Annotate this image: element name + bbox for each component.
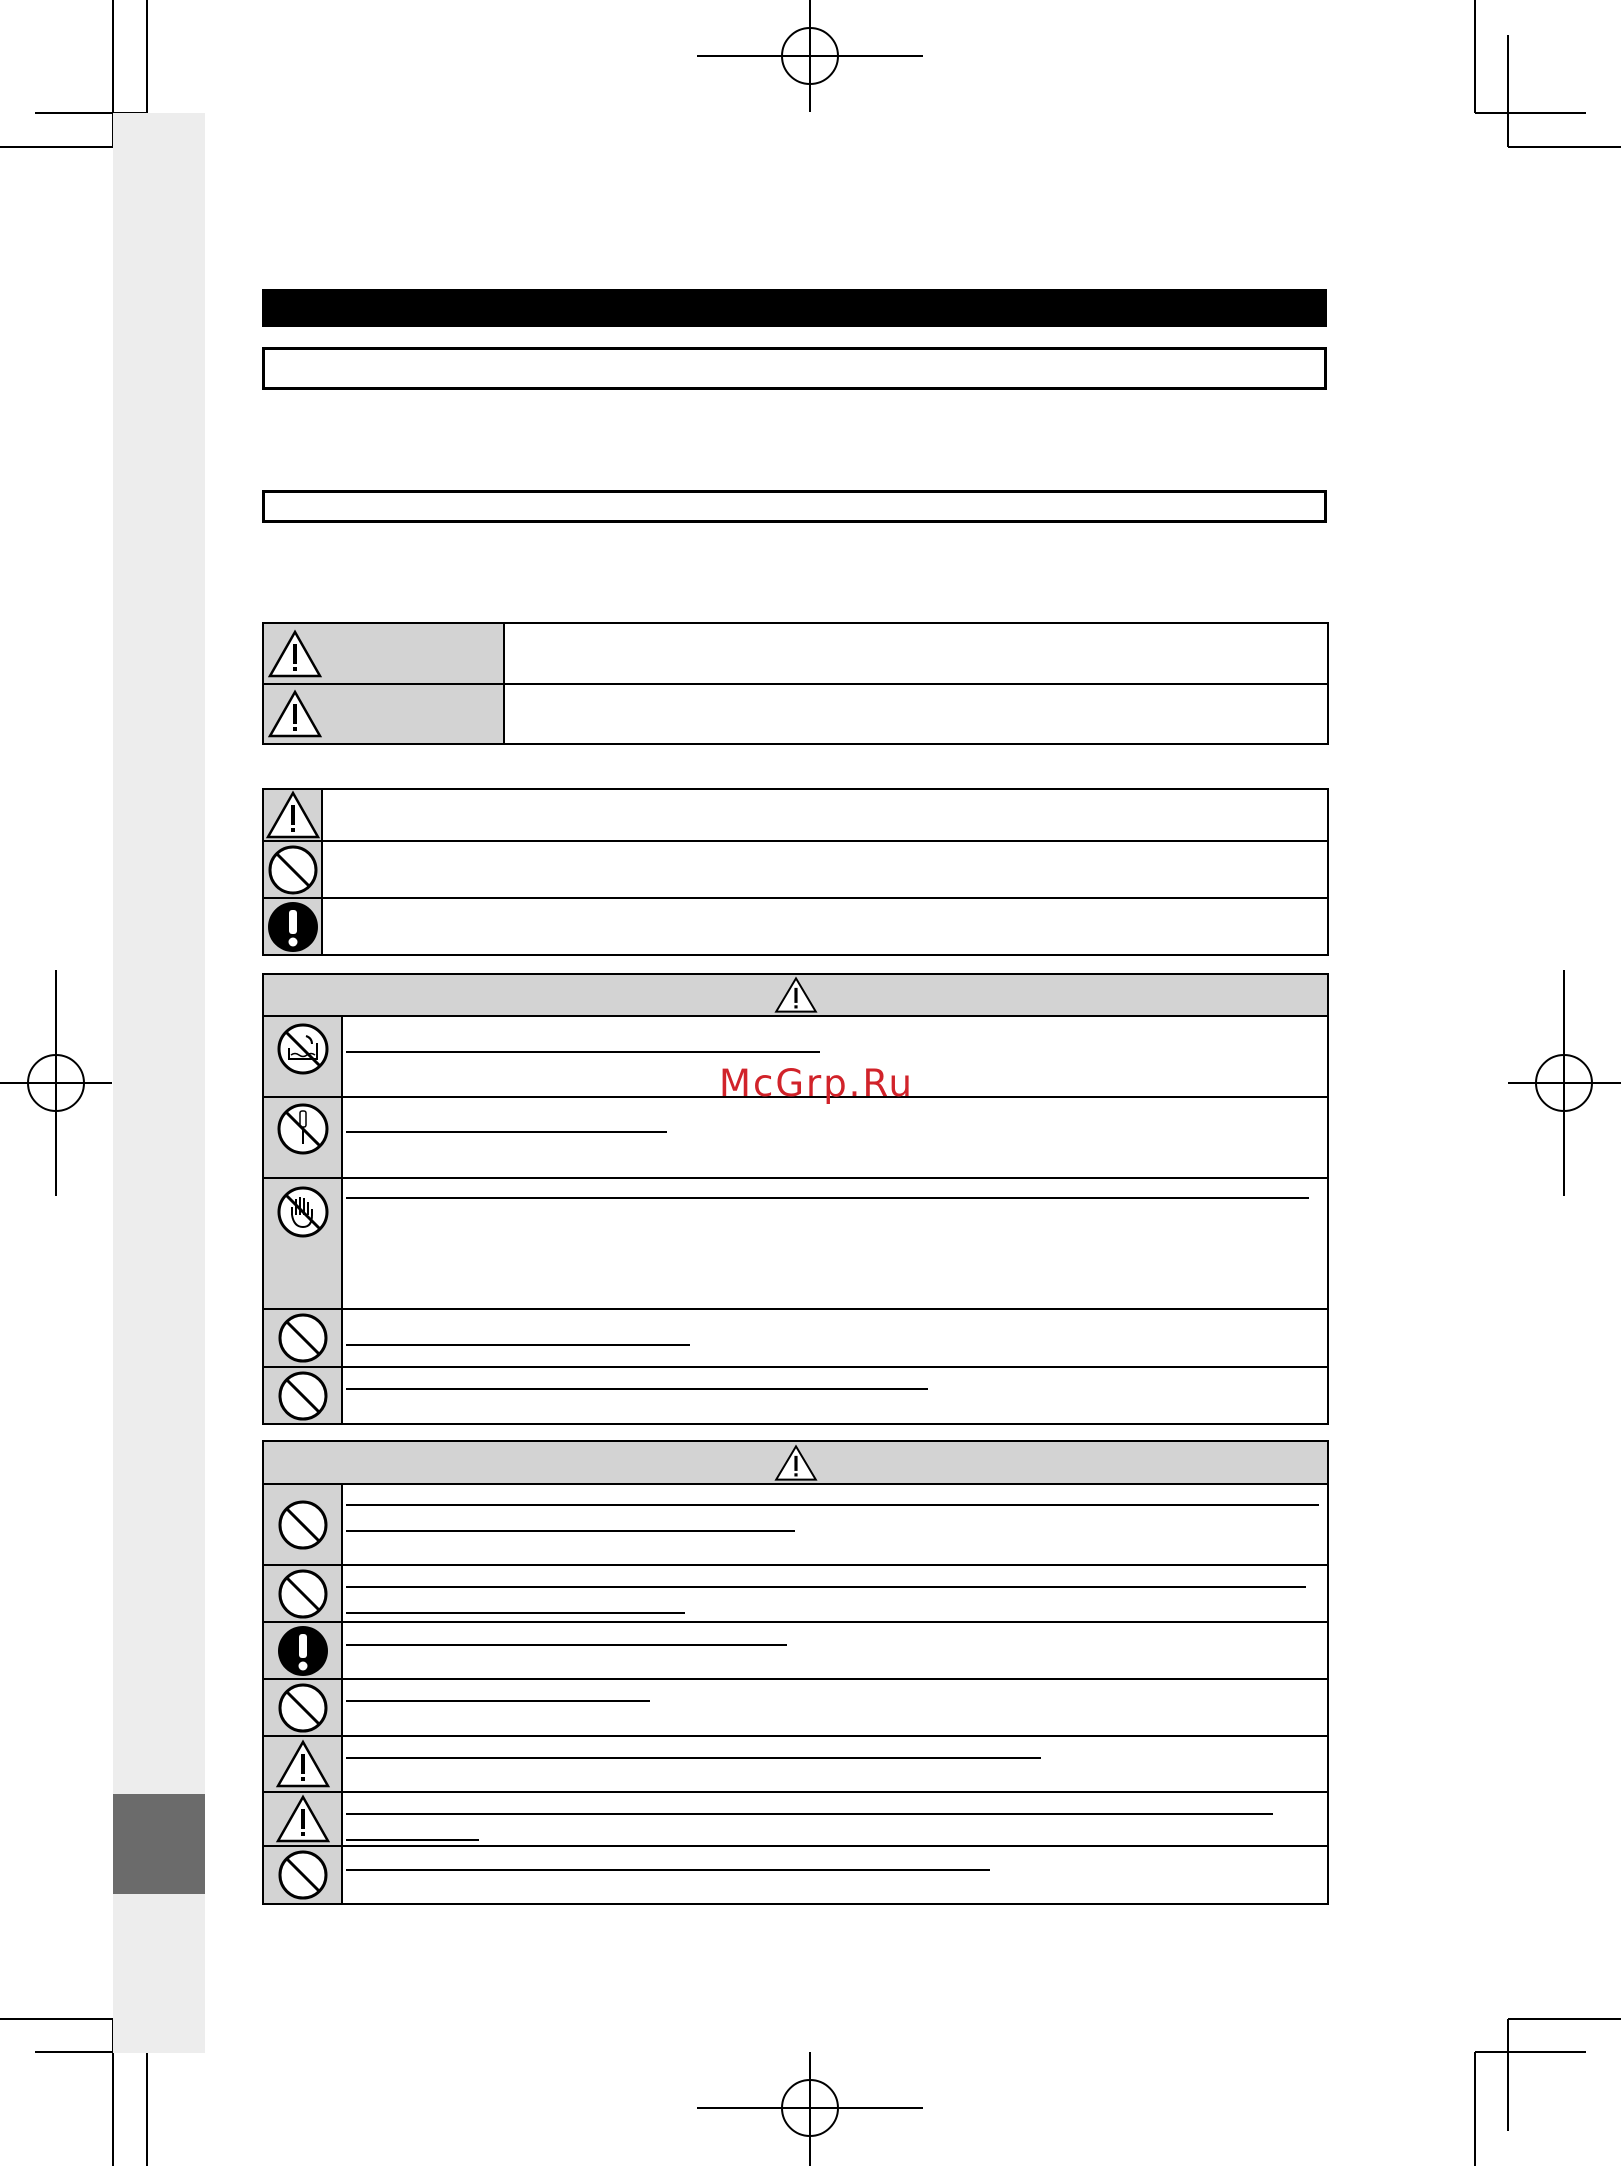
prohibition-icon: [277, 1849, 329, 1901]
watermark-text: McGrp.Ru: [719, 1062, 914, 1105]
warning-table: [262, 973, 1329, 1425]
caution-table-header: [263, 1441, 1328, 1484]
caution-row-icon-cell: [263, 1846, 342, 1904]
heading-box: [262, 347, 1327, 390]
legend-symbol-cell: [263, 841, 322, 898]
warning-row-text-cell: [342, 1178, 1328, 1309]
caution-row-text-cell: [342, 1679, 1328, 1736]
caution-table: [262, 1440, 1329, 1905]
text-line: [346, 1813, 1273, 1815]
signal-word-legend-table: [262, 622, 1329, 745]
legend-symbol-cell: [263, 898, 322, 955]
legend-symbol-description: [322, 898, 1328, 955]
text-line: [346, 1700, 650, 1702]
warning-row-text-cell: [342, 1097, 1328, 1178]
warning-row-icon-cell: [263, 1367, 342, 1424]
caution-row-icon-cell: [263, 1565, 342, 1622]
prohibition-icon: [277, 1499, 329, 1551]
text-line: [346, 1388, 928, 1390]
warning-row-icon-cell: [263, 1178, 342, 1309]
caution-row-icon-cell: [263, 1736, 342, 1792]
prohibition-icon: [277, 1370, 329, 1422]
text-line: [346, 1504, 1319, 1506]
no-disassembly-icon: [276, 1102, 330, 1156]
text-line: [346, 1644, 787, 1646]
warning-triangle-icon: [265, 790, 321, 840]
text-line: [346, 1197, 1309, 1199]
text-line: [346, 1757, 1041, 1759]
legend-icon-cell: [263, 623, 504, 684]
legend-icon-cell: [263, 684, 504, 744]
prohibition-icon: [277, 1682, 329, 1734]
caution-row-icon-cell: [263, 1484, 342, 1565]
warning-triangle-icon: [773, 976, 819, 1014]
caution-row-icon-cell: [263, 1679, 342, 1736]
warning-row-text-cell: [342, 1367, 1328, 1424]
caution-row-text-cell: [342, 1792, 1328, 1846]
legend-symbol-description: [322, 789, 1328, 841]
prohibition-icon: [277, 1568, 329, 1620]
warning-triangle-icon: [267, 629, 323, 679]
caution-row-icon-cell: [263, 1792, 342, 1846]
warning-triangle-icon: [773, 1444, 819, 1482]
text-line: [346, 1612, 685, 1614]
caution-row-text-cell: [342, 1622, 1328, 1679]
warning-triangle-icon: [275, 1794, 331, 1844]
text-line: [346, 1530, 795, 1532]
legend-description-cell: [504, 623, 1328, 684]
legend-symbol-cell: [263, 789, 322, 841]
side-section-tab: [113, 1794, 205, 1894]
text-line: [346, 1344, 690, 1346]
legend-symbol-description: [322, 841, 1328, 898]
warning-table-header: [263, 974, 1328, 1016]
warning-row-icon-cell: [263, 1309, 342, 1367]
do-not-touch-icon: [276, 1185, 330, 1239]
caution-row-text-cell: [342, 1736, 1328, 1792]
caution-row-text-cell: [342, 1565, 1328, 1622]
warning-triangle-icon: [267, 689, 323, 739]
text-line: [346, 1839, 479, 1841]
prohibition-icon: [277, 1312, 329, 1364]
section-title-bar: [262, 289, 1327, 327]
legend-description-cell: [504, 684, 1328, 744]
prohibition-icon: [267, 844, 319, 896]
warning-row-text-cell: [342, 1309, 1328, 1367]
caution-row-text-cell: [342, 1484, 1328, 1565]
subheading-box: [262, 490, 1327, 523]
text-line: [346, 1131, 667, 1133]
symbol-legend-table: [262, 788, 1329, 956]
text-line: [346, 1051, 820, 1053]
text-line: [346, 1869, 990, 1871]
mandatory-action-icon: [277, 1625, 329, 1677]
caution-row-text-cell: [342, 1846, 1328, 1904]
warning-triangle-icon: [275, 1739, 331, 1789]
caution-row-icon-cell: [263, 1622, 342, 1679]
mandatory-action-icon: [267, 901, 319, 953]
text-line: [346, 1586, 1306, 1588]
warning-row-icon-cell: [263, 1097, 342, 1178]
